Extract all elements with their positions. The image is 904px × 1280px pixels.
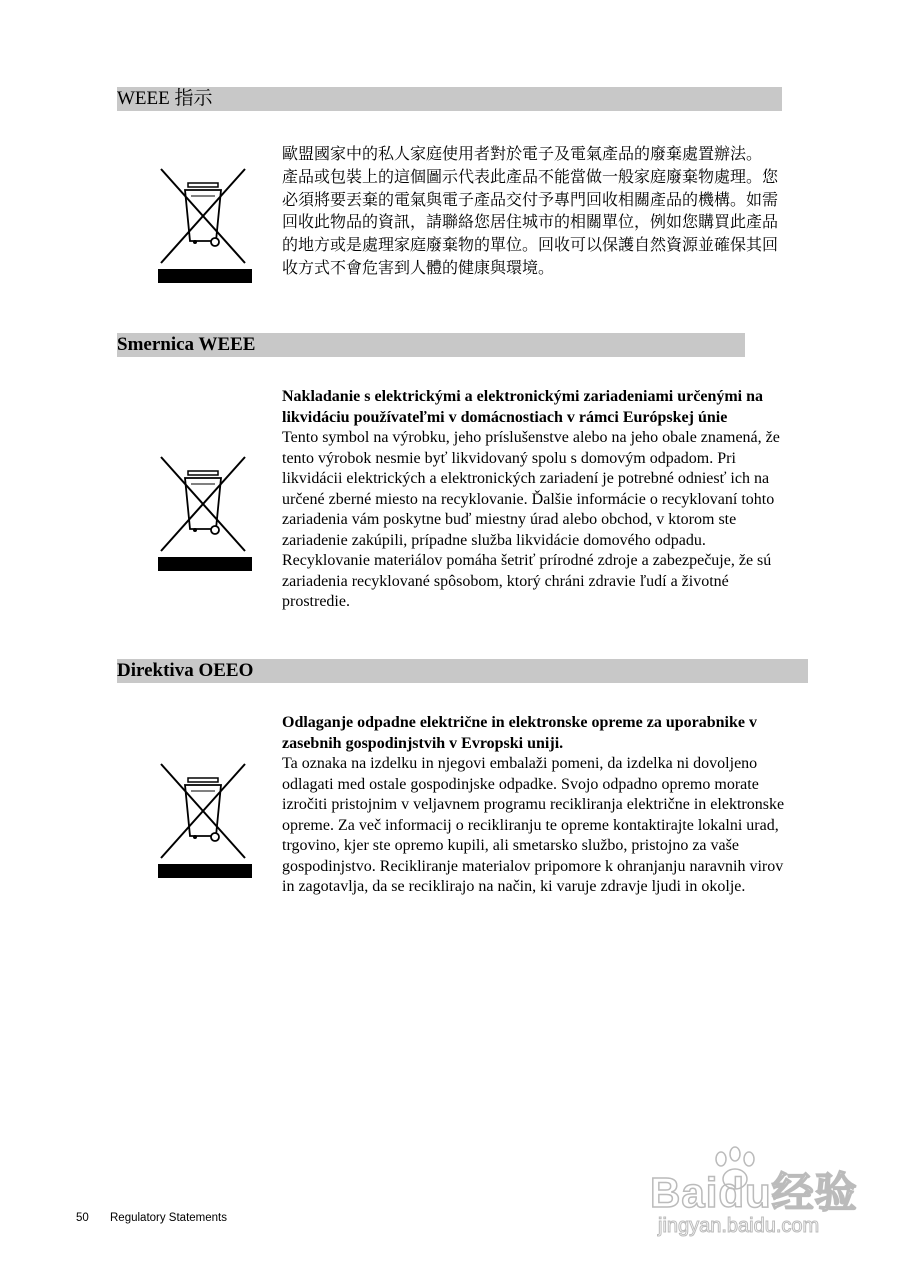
page-footer (76, 1212, 227, 1224)
section-header-direktiva (117, 659, 808, 683)
section-header-weee (117, 87, 782, 111)
baidu-watermark (640, 1145, 870, 1250)
watermark-brand: Baidu经验 (650, 1169, 858, 1216)
section-content-weee (282, 143, 787, 280)
section-heading: WEEE 指示 (117, 88, 213, 109)
bin-graphic (155, 163, 255, 283)
section-heading: Smernica WEEE (117, 334, 256, 355)
footer-label: Regulatory Statements (110, 1212, 227, 1224)
weee-crossed-bin-icon (155, 758, 255, 878)
section-title: 歐盟國家中的私人家庭使用者對於電子及電氣產品的廢棄處置辦法。 (282, 144, 763, 163)
section-body: Ta oznaka na izdelku in njegovi embalaži pomeni, da izdelka ni dovoljeno odlagati med ostale gospodinjske odpadke. Svojo odpadno opremo morate izročiti pristojnim v veljavnem programu recikliranja električne in elektronske opreme. Za več informacij o recikliranju te opreme kontaktirajte lokalni urad, trgovino, kjer ste opremo kupili, ali smetarsko službo, pristojno za vaše gospodinjstvo. Recikliranje materialov pripomore k ohranjanju naravnih virov in zagotavlja, da se reciklirajo na način, ki varuje zdravje ljudi in okolje. (282, 755, 785, 895)
section-body: Tento symbol na výrobku, jeho príslušenstve alebo na jeho obale znamená, že tento výrobok nesmie byť likvidovaný spolu s domovým odpadom. Pri likvidácii elektrických a elektronických zariadení je potrebné odniesť ich na určené zberné miesto na recyklovanie. Ďalšie informácie o recyklovaní tohto zariadenia vám poskytne buď miestny úrad alebo obchod, v ktorom ste zariadenie zakúpili, prípadne služba likvidácie domového odpadu. Recyklovanie materiálov pomáha šetriť prírodné zdroje a zabezpečuje, že sú zariadenia recyklované spôsobom, ktorý chráni zdravie ľudí a životné prostredie. (282, 429, 780, 610)
section-title: Nakladanie s elektrickými a elektronickými zariadeniami určenými na likvidáciu používateľmi v domácnostiach v rámci Európskej únie (282, 388, 764, 426)
page-number: 50 (76, 1212, 89, 1224)
section-title: Odlaganje odpadne električne in elektronske opreme za uporabnike v zasebnih gospodinjstvih v Evropski uniji. (282, 714, 757, 752)
section-content-smernica (282, 387, 782, 613)
section-header-smernica (117, 333, 745, 357)
section-body: 產品或包裝上的這個圖示代表此產品不能當做一般家庭廢棄物處理。您必須將要丟棄的電氣與電子產品交付予專門回收相關產品的機構。如需回收此物品的資訊，請聯絡您居住城市的相關單位，例如您購買此產品的地方或是處理家庭廢棄物的單位。回收可以保護自然資源並確保其回收方式不會危害到人體的健康與環境。 (282, 166, 779, 277)
section-content-direktiva (282, 713, 787, 898)
weee-crossed-bin-icon (155, 451, 255, 571)
weee-crossed-bin-icon (155, 163, 255, 283)
section-heading: Direktiva OEEO (117, 660, 254, 681)
bin-graphic (155, 451, 255, 571)
watermark-url: jingyan.baidu.com (658, 1215, 820, 1237)
bin-graphic (155, 758, 255, 878)
